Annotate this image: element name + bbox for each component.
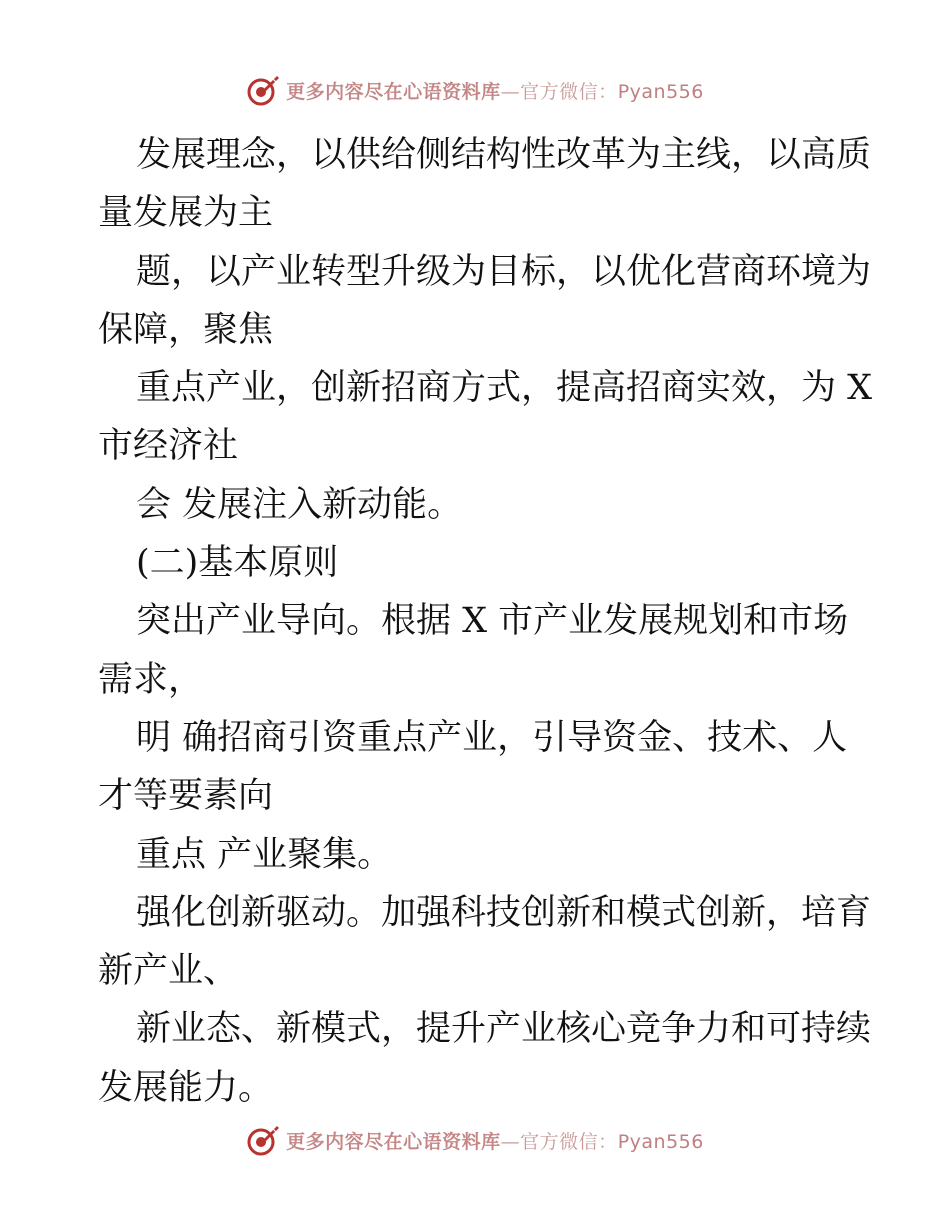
body-line: 会 发展注入新动能。 [136, 484, 463, 525]
watermark-text [286, 1127, 704, 1154]
watermark-wechat-label: 官方微信： [520, 80, 618, 103]
watermark-wechat-label: 官方微信： [520, 1130, 618, 1153]
body-line: 发展理念，以供给侧结构性改革为主线，以高质 [136, 135, 872, 175]
body-line: 题，以产业转型升级为目标，以优化营商环境为 [136, 251, 872, 292]
watermark-wechat-id: Pyan556 [617, 80, 704, 103]
watermark-brand: 更多内容尽在心语资料库 [286, 80, 501, 103]
body-line: 新产业、 [98, 951, 239, 992]
body-line: 明 确招商引资重点产业，引导资金、技术、人 [136, 717, 848, 758]
watermark-footer [0, 1120, 950, 1160]
watermark-text [286, 77, 704, 104]
document-body [98, 126, 873, 1117]
body-line: 重点 产业聚集。 [136, 834, 393, 875]
body-line: 保障，聚焦 [98, 309, 274, 350]
body-line: 新业态、新模式，提升产业核心竞争力和可持续 [136, 1009, 872, 1050]
body-line: 重点产业，创新招商方式，提高招商实效，为 X [136, 368, 873, 409]
watermark-separator: — [500, 1130, 521, 1153]
body-line: 强化创新驱动。加强科技创新和模式创新，培育 [136, 892, 872, 933]
pen-logo-icon [246, 1123, 280, 1157]
body-line: 发展能力。 [98, 1067, 274, 1108]
watermark-wechat-id: Pyan556 [617, 1130, 704, 1153]
body-line: 才等要素向 [98, 776, 274, 817]
watermark-brand: 更多内容尽在心语资料库 [286, 1130, 501, 1153]
watermark-separator: — [500, 80, 521, 103]
watermark-header [0, 70, 950, 110]
body-line: 量发展为主 [98, 193, 274, 234]
body-line: 市经济社 [98, 426, 239, 467]
section-heading: (二)基本原则 [136, 543, 339, 584]
body-line: 突出产业导向。根据 X 市产业发展规划和市场 [136, 601, 849, 642]
body-line: 需求， [98, 659, 204, 700]
pen-logo-icon [246, 73, 280, 107]
